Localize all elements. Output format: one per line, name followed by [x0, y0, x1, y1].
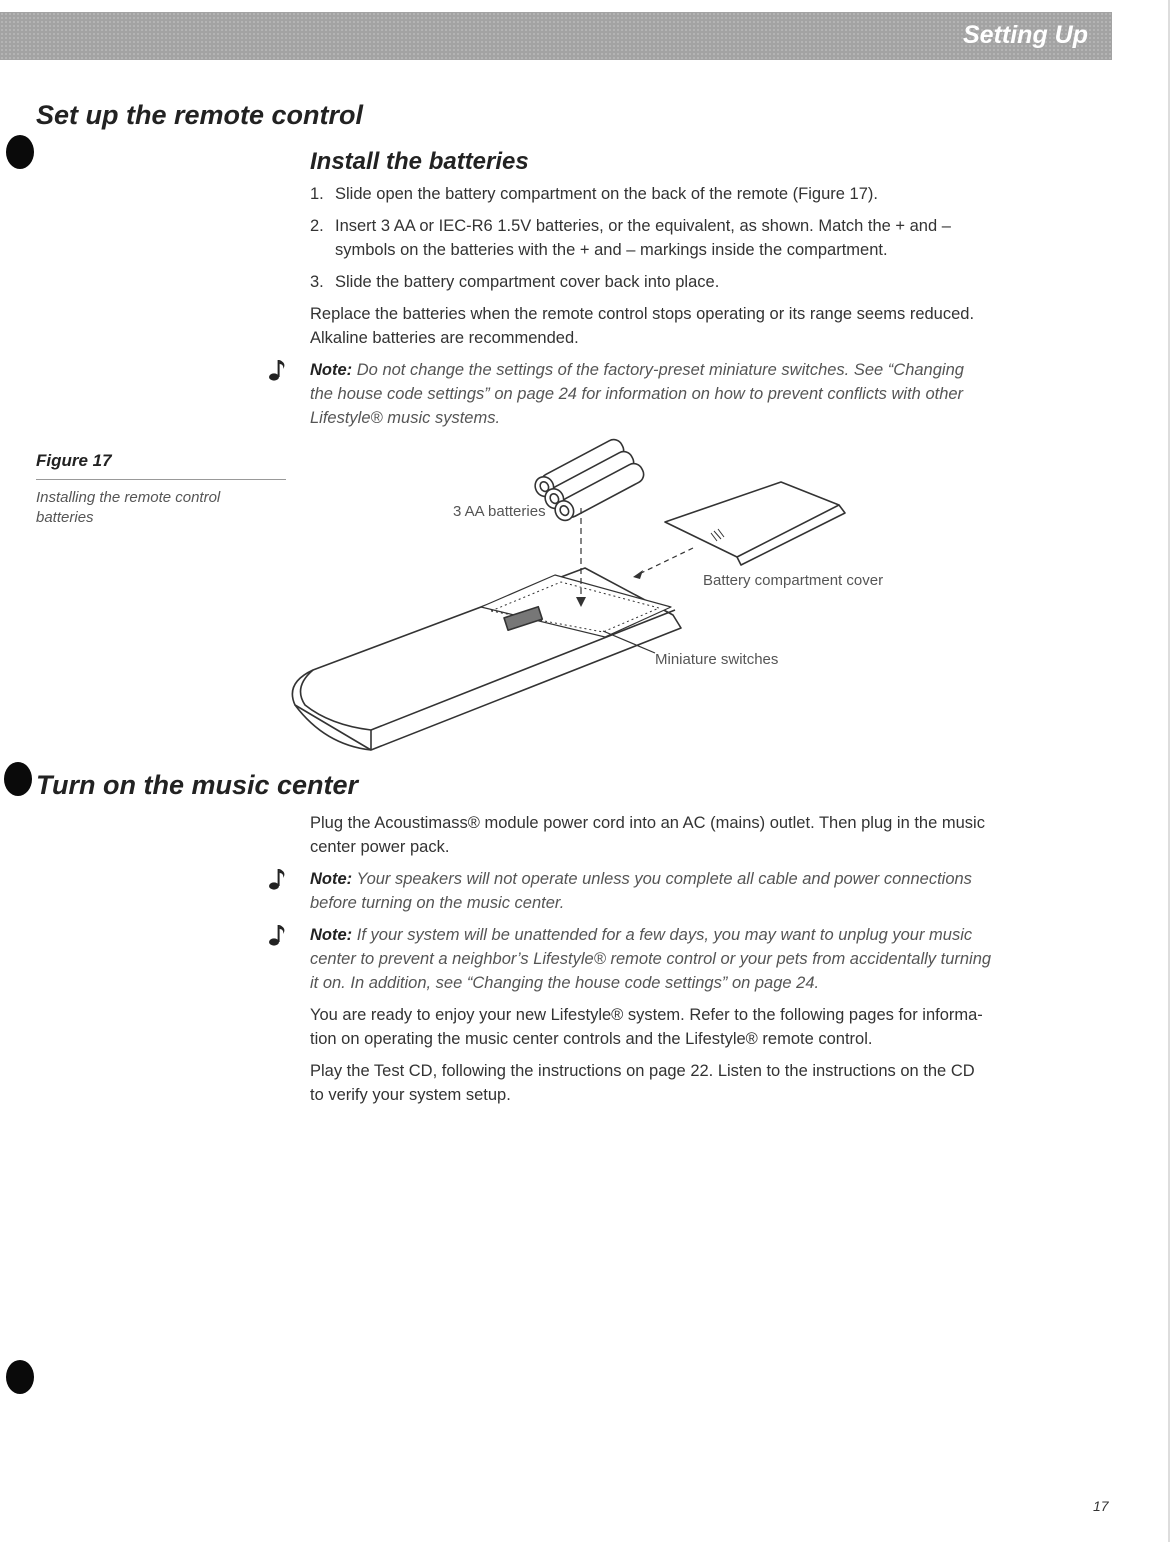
switch-settings-note: [310, 358, 1110, 430]
figure-caption: [36, 488, 276, 528]
remote-battery-illustration: [285, 425, 925, 755]
note-text: before turning on the music center.: [310, 894, 565, 912]
cover-slide-arrow: [637, 548, 693, 575]
note-text: the house code settings” on page 24 for information on how to prevent conflicts with other: [310, 385, 964, 403]
battery-replacement-paragraph: [310, 302, 1110, 350]
arrow-head-left: [633, 570, 643, 579]
caption-line: Installing the remote control: [36, 489, 221, 506]
note-text: Do not change the settings of the factory-preset miniature switches. See “Changing: [356, 361, 964, 379]
aa-batteries: [532, 436, 647, 523]
music-note-icon: [268, 358, 288, 382]
music-note-icon: [268, 867, 288, 891]
battery-compartment-cover: [665, 482, 845, 565]
caption-line: batteries: [36, 509, 94, 526]
paragraph-line: Play the Test CD, following the instructions on page 22. Listen to the instructions on the CD: [310, 1062, 975, 1080]
paragraph-line: center power pack.: [310, 838, 450, 856]
step-2: [310, 214, 1090, 262]
note-label: Note:: [310, 361, 353, 379]
note-label: Note:: [310, 926, 353, 944]
music-note-icon: [268, 923, 288, 947]
batteries-label: 3 AA batteries: [453, 503, 546, 520]
unattended-system-note: [310, 923, 1110, 995]
step-text: Insert 3 AA or IEC-R6 1.5V batteries, or the equivalent, as shown. Match the + and –: [335, 217, 951, 235]
section-title: Setting Up: [963, 21, 1088, 49]
page-edge: [1168, 0, 1170, 1542]
test-cd-paragraph: [310, 1059, 1110, 1107]
step-3: [310, 270, 1090, 294]
remote-setup-heading: Set up the remote control: [36, 100, 364, 130]
paragraph-line: to verify your system setup.: [310, 1086, 511, 1104]
power-cord-paragraph: [310, 811, 1110, 859]
page-number: 17: [1093, 1498, 1109, 1514]
install-batteries-heading: Install the batteries: [310, 148, 529, 175]
step-number: 2.: [310, 217, 324, 235]
paragraph-line: You are ready to enjoy your new Lifestyle® system. Refer to the following pages for informa-: [310, 1006, 983, 1024]
step-number: 1.: [310, 185, 324, 203]
remote-control-body: [292, 568, 681, 750]
note-text: If your system will be unattended for a few days, you may want to unplug your music: [356, 926, 973, 944]
paragraph-line: Alkaline batteries are recommended.: [310, 329, 579, 347]
binder-hole-bottom: [6, 1360, 34, 1394]
paragraph-line: Replace the batteries when the remote control stops operating or its range seems reduced.: [310, 305, 975, 323]
paragraph-line: tion on operating the music center controls and the Lifestyle® remote control.: [310, 1030, 873, 1048]
figure-rule: [36, 479, 286, 480]
music-center-heading: Turn on the music center: [36, 770, 359, 800]
cover-label: Battery compartment cover: [703, 572, 884, 589]
note-text: Your speakers will not operate unless you complete all cable and power connections: [356, 870, 972, 888]
binder-hole-middle: [4, 762, 32, 796]
speaker-connection-note: [310, 867, 1110, 915]
step-text: Slide open the battery compartment on the back of the remote (Figure 17).: [335, 185, 878, 203]
switches-label: Miniature switches: [655, 651, 779, 668]
note-label: Note:: [310, 870, 353, 888]
step-text-continued: symbols on the batteries with the + and – markings inside the compartment.: [335, 241, 888, 259]
binder-hole-top: [6, 135, 34, 169]
step-number: 3.: [310, 273, 324, 291]
paragraph-line: Plug the Acoustimass® module power cord into an AC (mains) outlet. Then plug in the music: [310, 814, 985, 832]
step-text: Slide the battery compartment cover back into place.: [335, 273, 720, 291]
ready-paragraph: [310, 1003, 1110, 1051]
note-text: it on. In addition, see “Changing the house code settings” on page 24.: [310, 974, 820, 992]
section-header-bar: [0, 12, 1112, 60]
note-text: center to prevent a neighbor’s Lifestyle® remote control or your pets from accidentally turning: [310, 950, 992, 968]
figure-title: Figure 17: [36, 451, 112, 470]
step-1: [310, 182, 1090, 206]
note-text: Lifestyle® music systems.: [310, 409, 501, 427]
